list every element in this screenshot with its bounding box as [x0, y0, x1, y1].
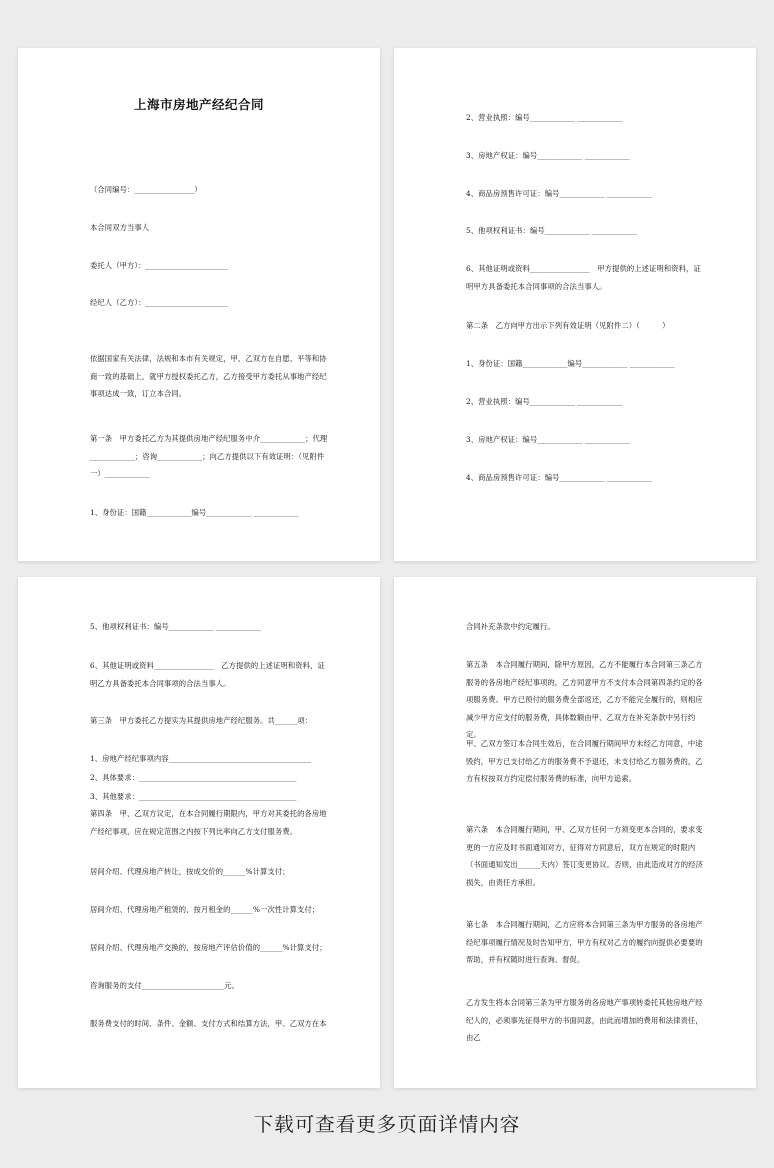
breach-paragraph: 甲、乙双方签订本合同生效后，在合同履行期间甲方未经乙方同意，中途毁约，甲方已支付给乙方的服务费不予退还，未支付给乙方服务费的，乙方有权按双方约定偿付服务费的标准，向甲方追索。: [466, 739, 703, 783]
parties-heading: 本合同双方当事人: [90, 223, 150, 232]
article-5: 第五条 本合同履行期间，除甲方原因，乙方不能履行本合同第三条乙方服务的各房地产经纪事项的，乙方同意甲方不支付本合同第四条约定的各项服务费。甲方已预付的服务费全部返还，乙方不能完全履行的，则相应减少甲方应支付的服务费，具体数额由甲、乙双方在补充条款中另行约定。: [466, 660, 703, 739]
article-4: 第四条 甲、乙双方议定，在本合同履行期限内，甲方对其委托的各房地产经纪事项，应在规定范围之内按下列比率向乙方支付服务费。: [90, 809, 327, 836]
transfer-fee-line: 居间介绍、代理房地产转让，按成交价的______%计算支付；: [90, 867, 290, 876]
presale-permit-line: 4、商品房预售许可证：编号____________ ____________: [466, 189, 652, 198]
article-6: 第六条 本合同履行期间，甲、乙双方任何一方须变更本合同的，要求变更的一方应及时书面通知对方，征得对方同意后，双方在规定的时限内（书面通知发出______天内）签订变更协议。否则，由此造成对方的经济损失，由责任方承担。: [466, 825, 703, 887]
principal-party: 委托人（甲方）：______________________: [90, 261, 228, 270]
property-cert-line: 3、房地产权证：编号____________ ____________: [466, 151, 630, 160]
exchange-fee-line: 居间介绍、代理房地产交换的，按房地产评估价值的______%计算支付；: [90, 943, 327, 952]
preamble-paragraph: 依据国家有关法律，法规和本市有关规定，甲、乙双方在自愿、平等和协商一致的基础上，就甲方授权委托乙方，乙方接受甲方委托从事地产经纪事项达成一致，订立本合同。: [90, 354, 327, 398]
contract-title: 上海市房地产经纪合同: [133, 97, 264, 112]
payment-terms-line: 服务费支付的时间、条件、金额、支付方式和结算方法，甲、乙双方在本: [90, 1019, 327, 1028]
property-cert-line: 3、房地产权证：编号____________ ____________: [466, 435, 630, 444]
supplement-clause-line: 合同补充条款中约定履行。: [466, 622, 555, 631]
item-content-line: 1、房地产经纪事项内容______________________________________: [90, 754, 312, 763]
other-requirements-line: 3、其他要求：__________________________________________: [90, 792, 297, 801]
article-7: 第七条 本合同履行期间，乙方应将本合同第三条为甲方服务的各房地产经纪事项履行情况及时告知甲方，甲方有权对乙方的履约向提供必要要的帮助，并有权随时进行查询、督促。: [466, 920, 703, 964]
other-rights-cert-line: 5、他项权利证书：编号____________ ____________: [90, 622, 262, 631]
lease-fee-line: 居间介绍、代理房地产租赁的，按月租金的______%一次性计算支付；: [90, 905, 320, 914]
id-card-line: 1、身份证：国籍____________编号____________ ____________: [90, 508, 299, 517]
business-license-line: 2、营业执照：编号____________ ____________: [466, 397, 623, 406]
specific-requirements-line: 2、具体要求：__________________________________________: [90, 773, 297, 782]
document-page-2: [394, 48, 756, 561]
other-documents-paragraph: 6、其他证明或资料________________ 甲方提供的上述证明和资料，证明甲方具备委托本合同事项的合法当事人。: [466, 264, 701, 291]
download-prompt[interactable]: 下载可查看更多页面详情内容: [253, 1113, 521, 1136]
consulting-fee-line: 咨询服务的支付______________________元。: [90, 981, 240, 990]
presale-permit-line: 4、商品房预售许可证：编号____________ ____________: [466, 473, 652, 482]
document-page-4: [394, 577, 756, 1088]
subcontract-paragraph: 乙方发生将本合同第三条为甲方服务的各房地产事项转委托其他房地产经纪人的，必须事先征得甲方的书面同意，由此而增加的费用和法律责任，由乙: [466, 998, 703, 1042]
document-page-1: [18, 48, 380, 561]
article-1: 第一条 甲方委托乙方为其提供房地产经纪服务中介____________；代理____________；咨询____________；向乙方提供以下有效证明：（见附件一）____________: [90, 434, 328, 478]
article-2: 第二条 乙方向甲方出示下列有效证明（见附件二）（ ）: [466, 321, 670, 330]
other-rights-cert-line: 5、他项权利证书：编号____________ ____________: [466, 226, 638, 235]
other-documents-paragraph: 6、其他证明或资料________________ 乙方提供的上述证明和资料，证明乙方具备委托本合同事项的合法当事人。: [90, 661, 325, 688]
id-card-line: 1、身份证：国籍____________编号____________ ____________: [466, 359, 675, 368]
contract-number: （合同编号：________________）: [90, 185, 202, 194]
article-3: 第三条 甲方委托乙方提实为其提供房地产经纪服务。共______项：: [90, 716, 313, 725]
broker-party: 经纪人（乙方）：______________________: [90, 298, 228, 307]
document-page-3: [18, 577, 380, 1088]
business-license-line: 2、营业执照：编号____________ ____________: [466, 113, 623, 122]
